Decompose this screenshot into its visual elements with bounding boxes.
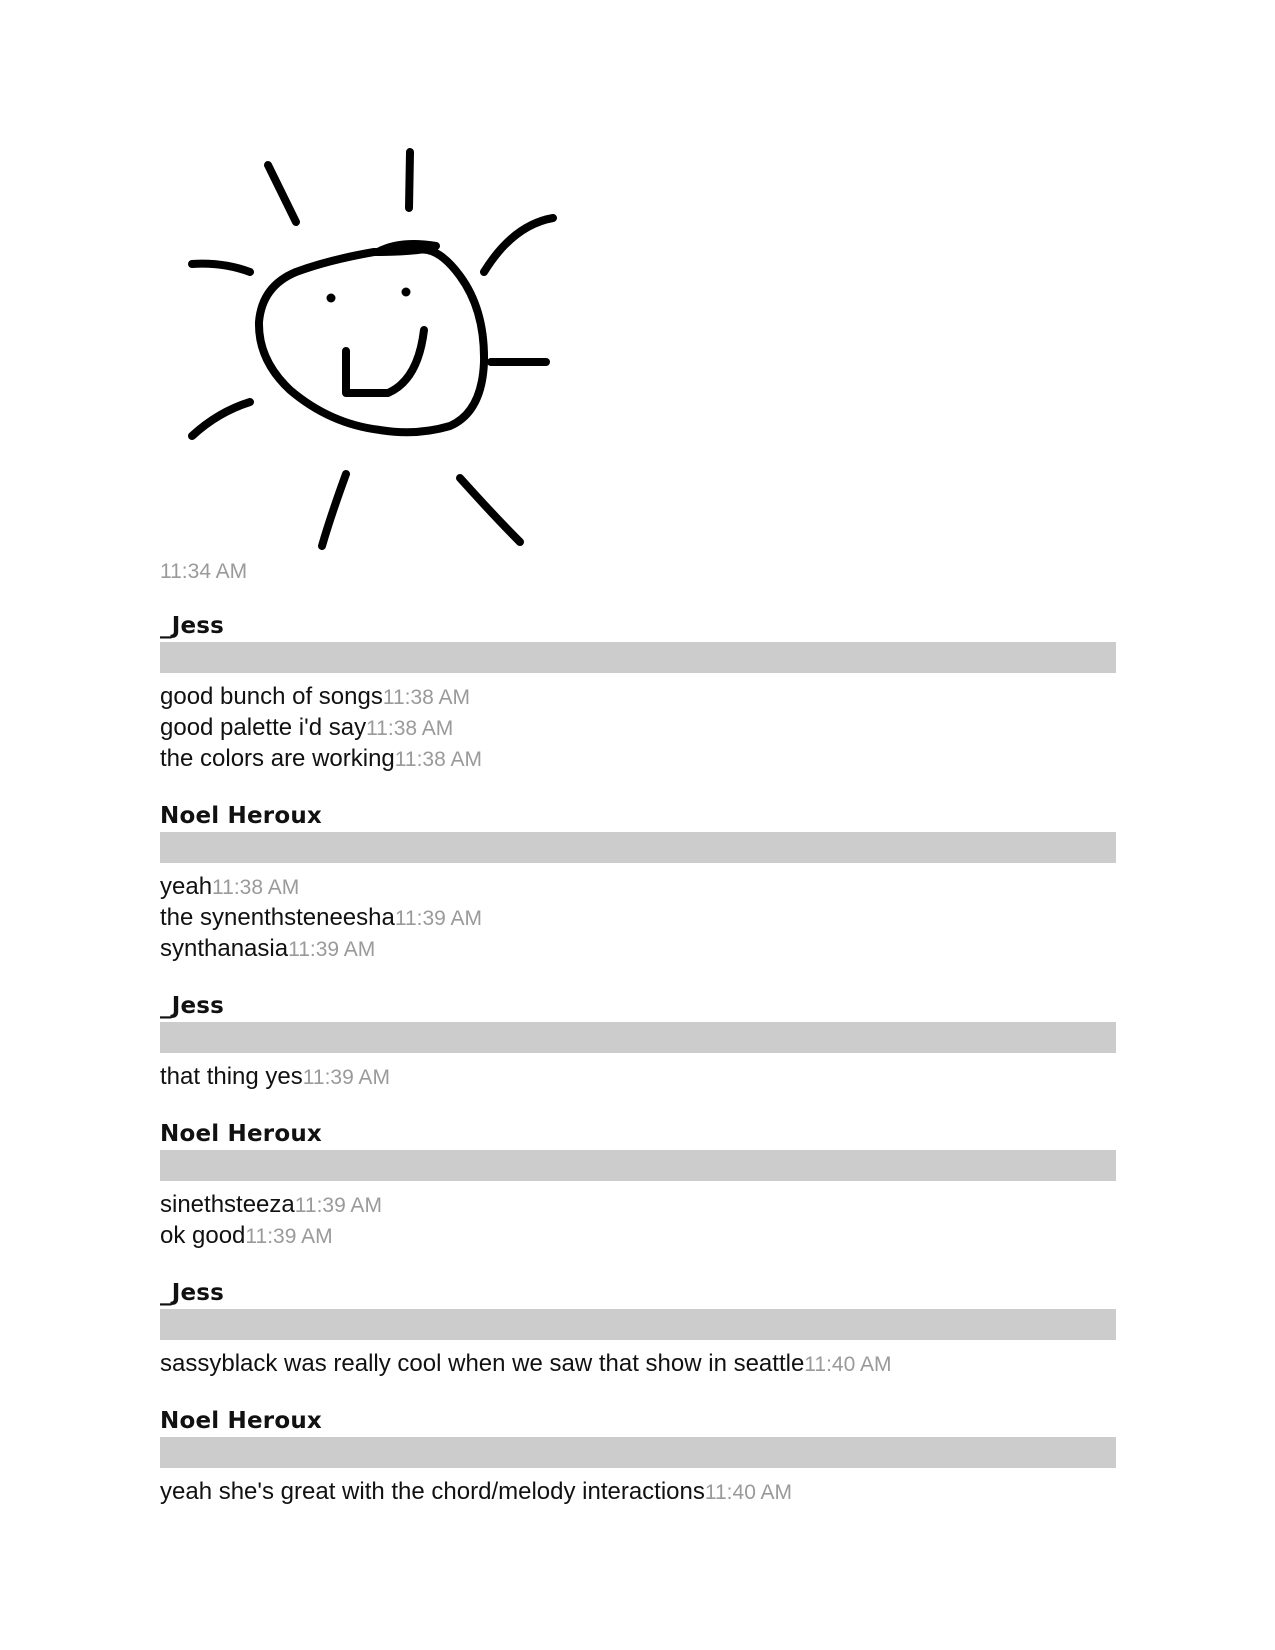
message-group [160, 1279, 1116, 1379]
message-text: that thing yes [160, 1063, 303, 1090]
message-timestamp: 11:40 AM [704, 1481, 793, 1504]
message-line [160, 871, 1116, 902]
message-line [160, 681, 1116, 712]
message-timestamp: 11:38 AM [382, 686, 471, 709]
sender-name: _Jess [160, 613, 225, 639]
message-group [160, 1407, 1116, 1507]
message-line [160, 743, 1116, 774]
message-text: good palette i'd say [160, 714, 367, 741]
message-group [160, 1120, 1116, 1251]
message-line [160, 1220, 1116, 1251]
message-timestamp: 11:38 AM [394, 748, 482, 771]
message-line [160, 902, 1116, 933]
message-text: good bunch of songs [160, 683, 383, 710]
message-timestamp: 11:39 AM [288, 938, 376, 961]
message-line [160, 1189, 1116, 1220]
message-text: the colors are working [160, 745, 395, 772]
message-text: yeah [160, 873, 213, 900]
sender-separator-bar [160, 1309, 1116, 1340]
message-group [160, 802, 1116, 964]
message-line [160, 712, 1116, 743]
message-text: synthanasia [160, 935, 289, 962]
message-timestamp: 11:40 AM [804, 1353, 892, 1376]
message-timestamp: 11:38 AM [366, 717, 454, 740]
message-text: ok good [160, 1222, 246, 1249]
sender-name: Noel Heroux [160, 1408, 322, 1434]
sender-separator-bar [160, 1022, 1116, 1053]
message-line [160, 1061, 1116, 1092]
sender-name: Noel Heroux [160, 803, 322, 829]
message-timestamp: 11:39 AM [294, 1194, 382, 1217]
message-line [160, 1348, 1116, 1379]
message-text: yeah she's great with the chord/melody interactions [160, 1478, 705, 1505]
message-timestamp: 11:38 AM [212, 876, 300, 899]
conversation-log [160, 612, 1116, 1535]
message-group [160, 992, 1116, 1092]
sender-separator-bar [160, 832, 1116, 863]
sender-name: _Jess [160, 993, 225, 1019]
message-timestamp: 11:39 AM [302, 1066, 390, 1089]
sender-separator-bar [160, 1150, 1116, 1181]
sender-name: Noel Heroux [160, 1121, 322, 1147]
message-text: the synenthsteneesha [160, 904, 395, 931]
message-line [160, 933, 1116, 964]
message-timestamp: 11:39 AM [394, 907, 483, 930]
sender-name: _Jess [160, 1280, 225, 1306]
message-line [160, 1476, 1116, 1507]
message-group [160, 612, 1116, 774]
drawing-timestamp: 11:34 AM [160, 560, 248, 583]
message-text: sassyblack was really cool when we saw that show in seattle [160, 1350, 805, 1377]
sun-doodle-image [178, 140, 558, 560]
sender-separator-bar [160, 1437, 1116, 1468]
message-timestamp: 11:39 AM [245, 1225, 333, 1248]
message-text: sinethsteeza [160, 1191, 295, 1218]
sender-separator-bar [160, 642, 1116, 673]
